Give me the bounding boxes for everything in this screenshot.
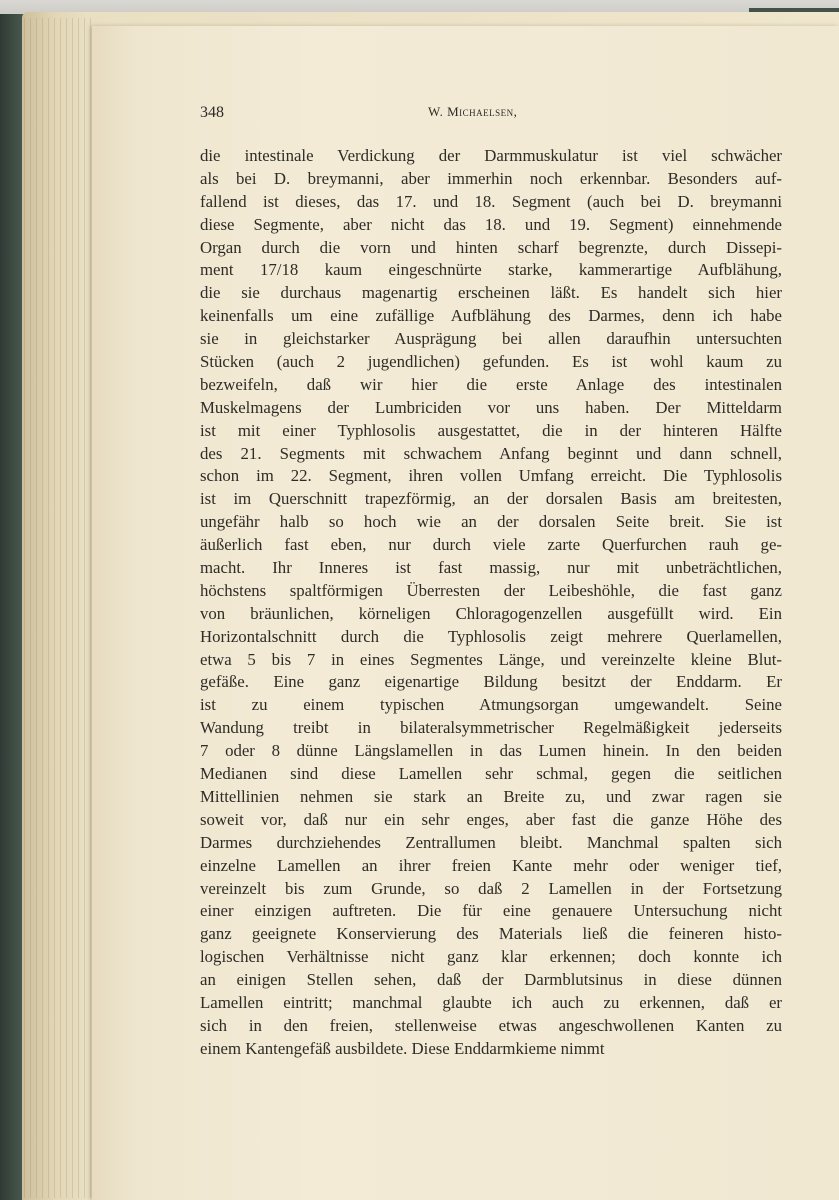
text-line: äußerlich fast eben, nur durch viele zarte Querfurchen rauh ge- [200,535,782,555]
running-head: W. Michaelsen, [428,104,518,119]
page-number: 348 [200,104,224,121]
text-line: einer einzigen auftreten. Die für eine genauere Untersuchung nicht [200,901,782,921]
text-line: bezweifeln, daß wir hier die erste Anlage des intestinalen [200,374,782,394]
text-line: macht. Ihr Inneres ist fast massig, nur mit unbeträchtlichen, [200,558,782,578]
text-line: Organ durch die vorn und hinten scharf begrenzte, durch Dissepi- [200,237,782,257]
text-line: ungefähr halb so hoch wie an der dorsalen Seite breit. Sie ist [200,512,782,532]
page-header [200,98,780,124]
text-line: 7 oder 8 dünne Längslamellen in das Lumen hinein. In den beiden [200,741,782,761]
body-text [200,145,782,1061]
text-line: ist zu einem typischen Atmungsorgan umgewandelt. Seine [200,695,782,715]
text-line: Stücken (auch 2 jugendlichen) gefunden. Es ist wohl kaum zu [200,352,782,372]
text-line: Horizontalschnitt durch die Typhlosolis zeigt mehrere Querlamellen, [200,626,782,646]
text-line: etwa 5 bis 7 in eines Segmentes Länge, und vereinzelte kleine Blut- [200,649,782,669]
text-line: des 21. Segments mit schwachem Anfang beginnt und dann schnell, [200,443,782,463]
text-line: einzelne Lamellen an ihrer freien Kante mehr oder weniger tief, [200,855,782,875]
text-line: Lamellen eintritt; manchmal glaubte ich auch zu erkennen, daß er [200,992,782,1012]
text-line: an einigen Stellen sehen, daß der Darmblutsinus in diese dünnen [200,970,782,990]
text-line: gefäße. Eine ganz eigenartige Bildung besitzt der Enddarm. Er [200,672,782,692]
text-line: höchstens spaltförmigen Überresten der Leibeshöhle, die fast ganz [200,580,782,600]
text-line: soweit vor, daß nur ein sehr enges, aber fast die ganze Höhe des [200,809,782,829]
text-line: Muskelmagens der Lumbriciden vor uns haben. Der Mitteldarm [200,397,782,417]
text-line: keinenfalls um eine zufällige Aufblähung des Darmes, denn ich habe [200,306,782,326]
page-edges [24,18,94,1198]
text-line: ist im Querschnitt trapezförmig, an der dorsalen Basis am breitesten, [200,489,782,509]
text-line: sie in gleichstarker Ausprägung bei allen daraufhin untersuchten [200,329,782,349]
text-line: diese Segmente, aber nicht das 18. und 19. Segment) einnehmende [200,214,782,234]
text-line: ganz geeignete Konservierung des Materials ließ die feineren histo- [200,924,782,944]
text-line: die sie durchaus magenartig erscheinen läßt. Es handelt sich hier [200,283,782,303]
text-line: als bei D. breymanni, aber immerhin noch erkennbar. Besonders auf- [200,168,782,188]
text-line: Mittellinien nehmen sie stark an Breite zu, und zwar ragen sie [200,786,782,806]
text-line: Wandung treibt in bilateralsymmetrischer Regelmäßigkeit jederseits [200,718,782,738]
text-line: von bräunlichen, körneligen Chloragogenzellen ausgefüllt wird. Ein [200,603,782,623]
text-line: die intestinale Verdickung der Darmmuskulatur ist viel schwächer [200,146,782,165]
text-line: fallend ist dieses, das 17. und 18. Segment (auch bei D. breymanni [200,191,782,211]
text-line: sich in den freien, stellenweise etwas angeschwollenen Kanten zu [200,1015,782,1035]
text-line: vereinzelt bis zum Grunde, so daß 2 Lamellen in der Fortsetzung [200,878,782,898]
text-line: logischen Verhältnisse nicht ganz klar erkennen; doch konnte ich [200,947,782,967]
text-line: ment 17/18 kaum eingeschnürte starke, kammerartige Aufblähung, [200,260,782,280]
text-line: Darmes durchziehendes Zentrallumen bleibt. Manchmal spalten sich [200,832,782,852]
text-line: Medianen sind diese Lamellen sehr schmal, gegen die seitlichen [200,764,782,784]
text-line: ist mit einer Typhlosolis ausgestattet, die in der hinteren Hälfte [200,420,782,440]
text-line: schon im 22. Segment, ihren vollen Umfang erreicht. Die Typhlosolis [200,466,782,486]
text-line: einem Kantengefäß ausbildete. Diese Enddarmkieme nimmt [200,1038,605,1058]
